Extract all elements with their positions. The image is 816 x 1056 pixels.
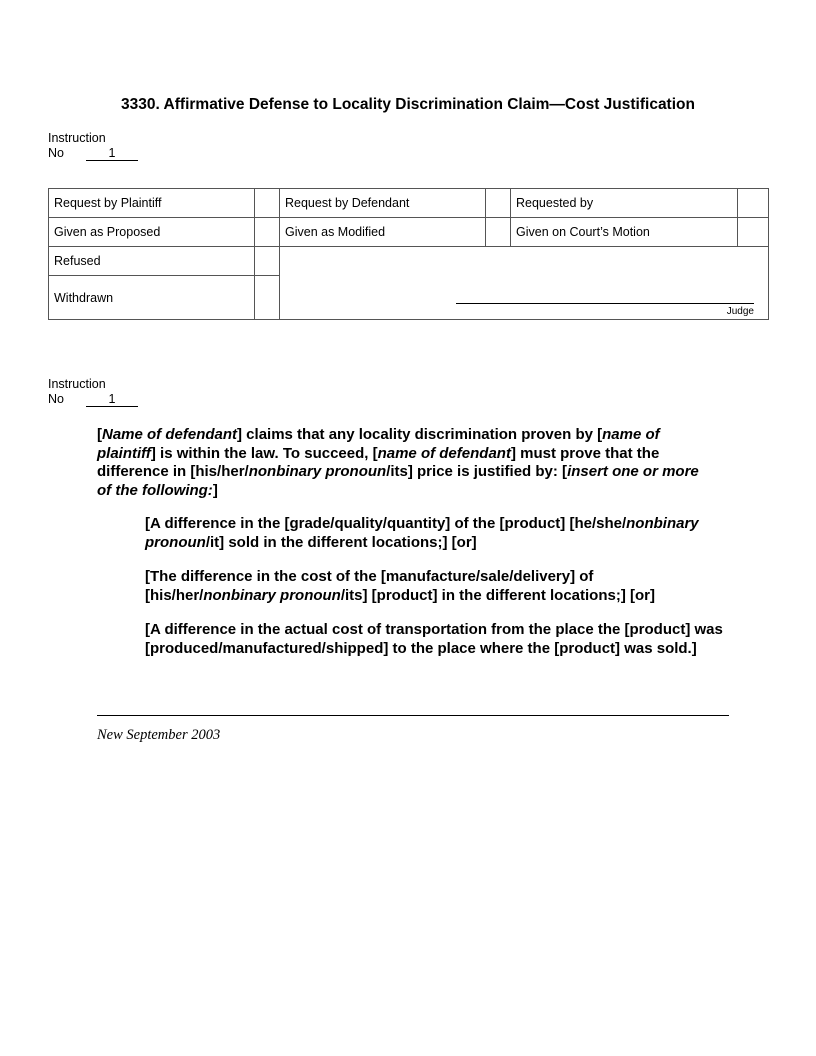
refused-box: [255, 247, 280, 276]
given-as-modified-box: [486, 218, 511, 247]
judge-signature-area: [280, 247, 769, 320]
instruction-number: 1: [86, 147, 138, 161]
judge-signature-line: [456, 303, 754, 304]
instruction-number-block-bottom: [48, 377, 138, 407]
given-as-proposed-label: Given as Proposed: [49, 218, 255, 247]
given-as-modified-label: Given as Modified: [280, 218, 486, 247]
request-by-plaintiff-label: Request by Plaintiff: [49, 189, 255, 218]
withdrawn-label: Withdrawn: [49, 276, 255, 320]
divider-rule: [97, 715, 729, 716]
instruction-no-label: No: [48, 145, 64, 160]
instruction-option-2: [The difference in the cost of the [manufacture/sale/delivery] of [his/her/nonbinary pronoun/its] [product] in the different locations;] [or]: [145, 568, 655, 604]
withdrawn-box: [255, 276, 280, 320]
requested-by-label: Requested by: [511, 189, 738, 218]
request-by-defendant-label: Request by Defendant: [280, 189, 486, 218]
request-by-defendant-box: [486, 189, 511, 218]
request-by-plaintiff-box: [255, 189, 280, 218]
instruction-number-block-top: [48, 131, 138, 161]
request-table: [48, 188, 769, 320]
requested-by-box: [738, 189, 769, 218]
given-on-courts-motion-box: [738, 218, 769, 247]
judge-label: Judge: [726, 306, 754, 317]
page-title: 3330. Affirmative Defense to Locality Discrimination Claim—Cost Justification: [121, 96, 695, 113]
instruction-intro-paragraph: [Name of defendant] claims that any locality discrimination proven by [name of plaintiff] is within the law. To succeed, [name of defendant] must prove that the difference in [his/her/nonbinary pronoun/its] price is justified by: [insert one or more of the following:]: [97, 426, 699, 499]
instruction-number: 1: [86, 393, 138, 407]
instruction-no-label: No: [48, 391, 64, 406]
given-as-proposed-box: [255, 218, 280, 247]
instruction-label: Instruction: [48, 377, 106, 391]
given-on-courts-motion-label: Given on Court’s Motion: [511, 218, 738, 247]
instruction-option-3: [A difference in the actual cost of transportation from the place the [product] was [produced/manufactured/shipped] to the place where the [product] was sold.]: [145, 621, 723, 657]
history-note: New September 2003: [97, 727, 221, 743]
refused-label: Refused: [49, 247, 255, 276]
instruction-option-1: [A difference in the [grade/quality/quantity] of the [product] [he/she/nonbinary pronoun/it] sold in the different locations;] [or]: [145, 515, 699, 551]
instruction-label: Instruction: [48, 131, 106, 145]
